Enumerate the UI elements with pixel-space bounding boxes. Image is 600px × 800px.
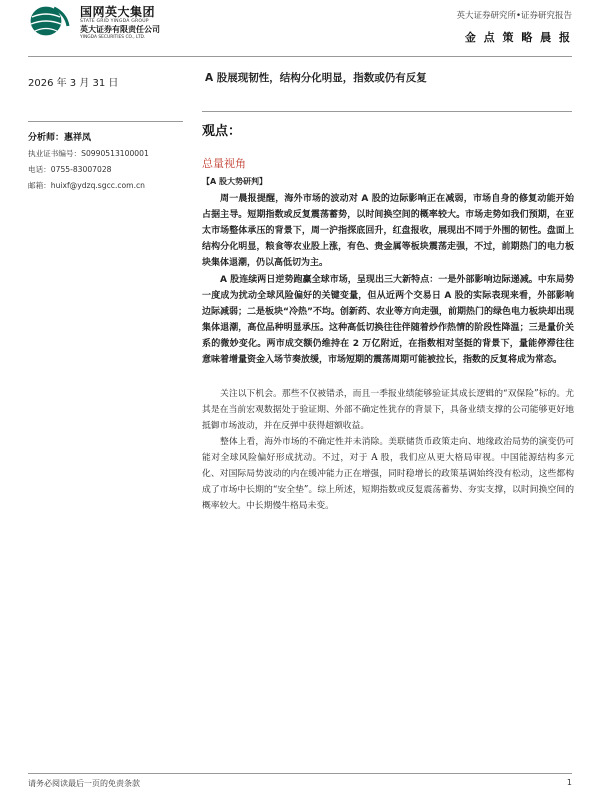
- report-header: [456, 10, 572, 45]
- paragraph-1: 周一晨报提醒，海外市场的波动对 A 股的边际影响正在减弱，市场自身的修复动能开始占据主导。短期指数或反复震荡蓄势，以时间换空间的概率较大。市场走势如我们预期，在亚太市场整体承压的背景下，周一沪指探底回升，红盘报收，展现出不同于外围的韧性。盘面上结构分化明显，粮食等农业股上涨，有色、贵金属等板块震荡走强，不过，前期热门的电力板块集体退潮，仍以高低切为主。: [202, 194, 574, 268]
- analyst-name: 分析师：惠祥凤: [28, 133, 92, 143]
- section-title: 总量视角: [202, 157, 246, 170]
- company-logo: [28, 4, 198, 46]
- footer-divider: [28, 773, 572, 774]
- paragraph-2: A 股连续两日逆势跑赢全球市场，呈现出三大新特点：一是外部影响边际递减。中东局势一度成为扰动全球风险偏好的关键变量，但从近两个交易日 A 股的实际表现来看，外部影响边际减弱；二是板块“冷热”不均。创新药、农业等方向走强，前期热门的绿色电力板块却出现集体退潮，高位品种明显承压。这种高低切换往往伴随着炒作热情的阶段性降温；三是量价关系的微妙变化。两市成交额仍维持在 2 万亿附近，在指数相对坚挺的背景下，量能停滞往往意味着增量资金入场节奏放缓，市场短期的震荡周期可能被拉长，指数的反复将成为常态。: [202, 275, 574, 365]
- report-headline: A 股展现韧性，结构分化明显，指数或仍有反复: [205, 72, 427, 84]
- company-name-en: YINGDA SECURITIES CO., LTD.: [80, 35, 146, 40]
- paragraph-3: 关注以下机会。那些不仅被错杀，而且一季报业绩能够验证其成长逻辑的“双保险”标的。尤其是在当前宏观数据处于验证期、外部不确定性犹存的背景下，具备业绩支撑的公司能够更好地抵御市场波动，并在反弹中获得超额收益。: [202, 389, 574, 431]
- group-name-en: STATE GRID YINGDA GROUP: [80, 19, 149, 24]
- analyst-cert: 执业证书编号：S0990513100001: [28, 149, 149, 158]
- analyst-info: [28, 130, 149, 194]
- analyst-email: 邮箱：huixf@ydzq.sgcc.com.cn: [28, 181, 145, 190]
- disclaimer-note: 请务必阅读最后一页的免责条款: [28, 779, 140, 788]
- analyst-phone: 电话：0755-83007028: [28, 165, 112, 174]
- analyst-divider: [28, 121, 183, 122]
- content-divider: [202, 111, 572, 112]
- report-date: 2026 年 3 月 31 日: [28, 78, 119, 89]
- page-number: 1: [566, 778, 572, 787]
- report-type: 金 点 策 略 晨 报: [464, 31, 572, 44]
- globe-logo-icon: [28, 4, 72, 38]
- research-institute: 英大证券研究所•证券研究报告: [456, 11, 572, 21]
- company-name: 英大证券有限责任公司: [80, 25, 160, 34]
- header-divider: [28, 56, 572, 57]
- group-name: 国网英大集团: [80, 5, 156, 19]
- column-tag: 【A 股大势研判】: [202, 177, 267, 186]
- paragraph-4: 整体上看，海外市场的不确定性并未消除。美联储货币政策走向、地缘政治局势的演变仍可能对全球风险偏好形成扰动。不过，对于 A 股，我们应从更大格局审视。中国能源结构多元化、对国际局势波动的内在缓冲能力正在增强，同时稳增长的政策基调始终没有松动，这些都构成了市场中长期的“安全垫”。综上所述，短期指数或反复震荡蓄势、夯实支撑，以时间换空间的概率较大。中长期慢牛格局未变。: [202, 437, 574, 511]
- viewpoint-title: 观点：: [202, 124, 242, 139]
